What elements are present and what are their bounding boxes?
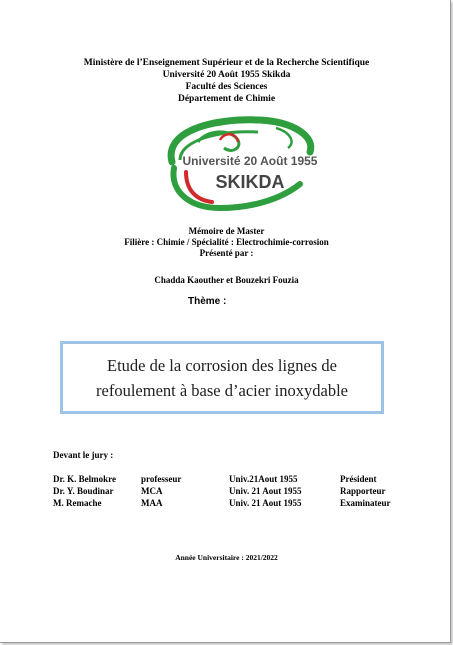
jury-grade: MCA	[141, 486, 163, 496]
jury-university: Univ.21Aout 1955	[229, 474, 298, 484]
thesis-title: Etude de la corrosion des lignes de refoulement à base d’acier inoxydable	[96, 355, 348, 400]
jury-table	[53, 474, 393, 510]
thesis-title-box	[60, 341, 384, 414]
jury-grade: MAA	[141, 498, 163, 508]
filiere-line: Filière : Chimie / Spécialité : Electrochimie-corrosion	[124, 237, 329, 247]
jury-row	[53, 474, 393, 486]
jury-university: Univ. 21 Aout 1955	[229, 486, 302, 496]
ministry-line: Ministère de l’Enseignement Supérieur et de la Recherche Scientifique	[83, 58, 370, 68]
jury-name: Dr. K. Belmokre	[53, 474, 116, 484]
jury-role: Examinateur	[340, 498, 391, 508]
logo-name: SKIKDA	[215, 172, 285, 192]
jury-role: Président	[340, 474, 377, 484]
university-logo	[150, 112, 320, 212]
jury-row	[53, 486, 393, 498]
academic-year: Année Universitaire : 2021/2022	[175, 553, 278, 562]
jury-university: Univ. 21 Aout 1955	[229, 498, 302, 508]
presented-by: Présenté par :	[199, 248, 254, 258]
university-line: Université 20 Août 1955 Skikda	[162, 70, 291, 80]
department-line: Département de Chimie	[177, 94, 276, 104]
institution-header	[0, 57, 453, 105]
jury-row	[53, 498, 393, 510]
jury-label: Devant le jury :	[53, 450, 114, 460]
jury-grade: professeur	[141, 474, 182, 484]
logo-arc-text: Université 20 Août 1955	[182, 154, 318, 168]
authors: Chadda Kaouther et Bouzekri Fouzia	[154, 275, 299, 285]
theme-label: Thème :	[188, 296, 227, 307]
memoire-info	[0, 226, 453, 259]
memoire-type: Mémoire de Master	[188, 226, 265, 236]
jury-name: M. Remache	[53, 498, 102, 508]
jury-name: Dr. Y. Boudinar	[53, 486, 114, 496]
faculty-line: Faculté des Sciences	[185, 82, 268, 92]
jury-role: Rapporteur	[340, 486, 386, 496]
